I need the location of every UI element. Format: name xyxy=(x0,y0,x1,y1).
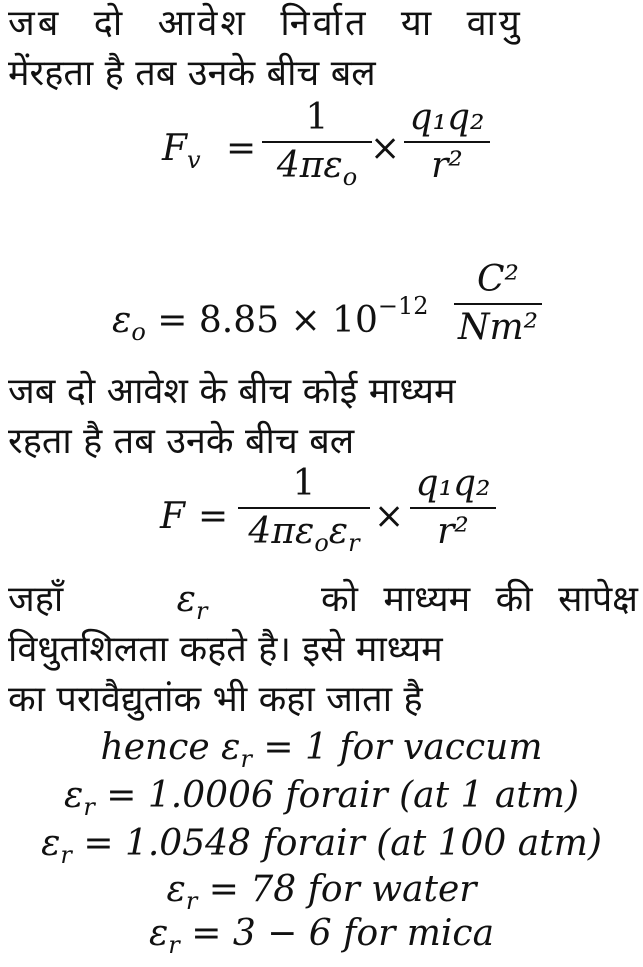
value-line-4: $\varepsilon_r = 78$ for water xyxy=(166,869,477,915)
eq3-equals: = xyxy=(198,496,229,537)
eq3-num2: q₁q₂ xyxy=(415,463,491,504)
eq1-equals: = xyxy=(226,128,257,169)
text-line-6: विधुतशिलता कहते है। इसे माध्यम xyxy=(8,629,443,670)
value-line-3: $\varepsilon_r = 1.0548$ forair (at 100 atm) xyxy=(41,823,602,869)
eq3-num1: 1 xyxy=(292,463,316,504)
value-line-1: hence $\varepsilon_r = 1$ for vaccum xyxy=(100,727,543,773)
eq3-fraction-1 xyxy=(238,464,370,563)
eq1-times: × xyxy=(370,128,401,169)
eq2-fraction xyxy=(452,260,544,348)
value-line-5: $\varepsilon_r = 3 - 6$ for mica xyxy=(148,913,495,959)
eq1-den1: $4\pi\varepsilon_o$ xyxy=(276,145,358,191)
eq3-lhs: F xyxy=(160,496,185,537)
text-line-3: जब दो आवेश के बीच कोई माध्यम xyxy=(8,371,456,412)
value-line-2: $\varepsilon_r = 1.0006$ forair (at 1 atm) xyxy=(64,775,579,821)
text-line-2: मेंरहता है तब उनके बीच बल xyxy=(8,53,376,94)
eq3-fraction-2 xyxy=(408,464,498,552)
eq3-times: × xyxy=(374,496,405,537)
eq1-lhs: $F_v$ xyxy=(162,128,201,174)
eq1-num2: q₁q₂ xyxy=(409,97,485,138)
text-line-4: रहता है तब उनके बीच बल xyxy=(8,421,355,462)
text-line-5-start: जहाँ xyxy=(8,579,64,620)
text-line-1: जब दो आवेश निर्वात या वायु xyxy=(8,3,523,44)
eq2-lhs-rhs: $\varepsilon_o = 8.85 \times 10^{-12}$ xyxy=(112,292,429,346)
text-line-5 xyxy=(8,578,638,633)
eq1-fraction-1 xyxy=(262,98,372,197)
eq2-den: Nm² xyxy=(457,307,539,348)
eq3-den2: r² xyxy=(437,511,469,552)
text-line-7: का परावैद्युतांक भी कहा जाता है xyxy=(8,679,423,720)
eq1-fraction-2 xyxy=(402,98,492,186)
epsilon-r-symbol: $\varepsilon_r$ xyxy=(176,579,208,625)
eq2-num: C² xyxy=(477,259,519,300)
eq1-num1: 1 xyxy=(305,97,329,138)
eq3-den1: $4\pi\varepsilon_o\varepsilon_r$ xyxy=(248,511,360,557)
eq1-den2: r² xyxy=(431,145,463,186)
text-line-5-end: को माध्यम की सापेक्ष xyxy=(321,579,638,620)
